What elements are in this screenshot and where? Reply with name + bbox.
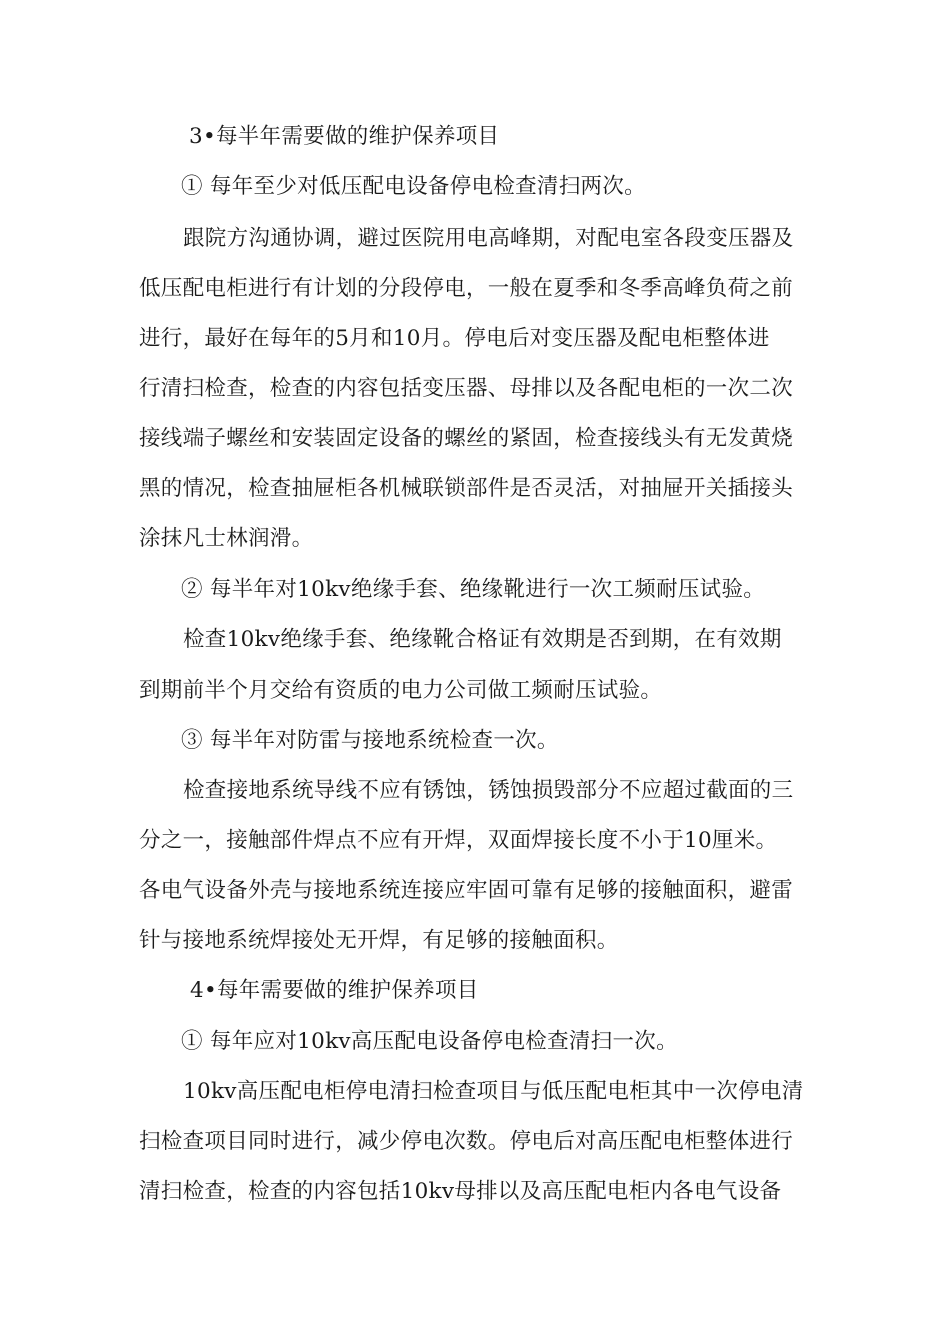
- paragraph-line: 黑的情况，检查抽屉柜各机械联锁部件是否灵活，对抽屉开关插接头: [139, 476, 794, 501]
- paragraph-line: 进行，最好在每年的5月和10月。停电后对变压器及配电柜整体进: [139, 326, 770, 351]
- item-heading: ③ 每半年对防雷与接地系统检查一次。: [181, 728, 559, 753]
- section-heading: 4•每年需要做的维护保养项目: [190, 978, 479, 1003]
- paragraph-line: 涂抹凡士林润滑。: [139, 526, 314, 551]
- paragraph-line: 针与接地系统焊接处无开焊，有足够的接触面积。: [139, 928, 619, 953]
- paragraph-line: 检查接地系统导线不应有锈蚀，锈蚀损毁部分不应超过截面的三: [183, 778, 794, 803]
- paragraph-line: 分之一，接触部件焊点不应有开焊，双面焊接长度不小于10厘米。: [139, 828, 778, 853]
- item-heading: ① 每年至少对低压配电设备停电检查清扫两次。: [181, 174, 646, 199]
- paragraph-line: 扫检查项目同时进行，减少停电次数。停电后对高压配电柜整体进行: [139, 1129, 794, 1154]
- paragraph-line: 低压配电柜进行有计划的分段停电，一般在夏季和冬季高峰负荷之前: [139, 276, 794, 301]
- paragraph-line: 接线端子螺丝和安装固定设备的螺丝的紧固，检查接线头有无发黄烧: [139, 426, 794, 451]
- paragraph-line: 跟院方沟通协调，避过医院用电高峰期，对配电室各段变压器及: [183, 226, 794, 251]
- item-heading: ① 每年应对10kv高压配电设备停电检查清扫一次。: [181, 1029, 678, 1054]
- section-heading: 3•每半年需要做的维护保养项目: [189, 124, 500, 149]
- paragraph-line: 行清扫检查，检查的内容包括变压器、母排以及各配电柜的一次二次: [139, 376, 794, 401]
- paragraph-line: 到期前半个月交给有资质的电力公司做工频耐压试验。: [139, 678, 663, 703]
- paragraph-line: 10kv高压配电柜停电清扫检查项目与低压配电柜其中一次停电清: [183, 1079, 804, 1104]
- item-heading: ② 每半年对10kv绝缘手套、绝缘靴进行一次工频耐压试验。: [181, 577, 766, 602]
- paragraph-line: 检查10kv绝缘手套、绝缘靴合格证有效期是否到期，在有效期: [183, 627, 782, 652]
- paragraph-line: 清扫检查，检查的内容包括10kv母排以及高压配电柜内各电气设备: [139, 1179, 782, 1204]
- paragraph-line: 各电气设备外壳与接地系统连接应牢固可靠有足够的接触面积，避雷: [139, 878, 794, 903]
